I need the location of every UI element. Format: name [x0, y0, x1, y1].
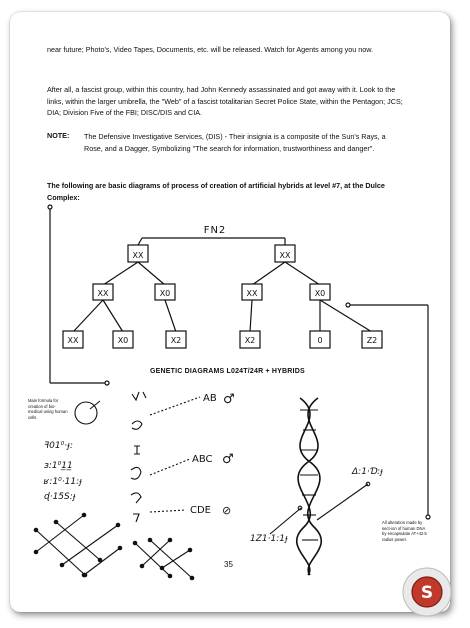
node-l2-d-label: X0 [314, 289, 326, 298]
diagram-nodes [63, 225, 382, 348]
glyph-line-4: ɖ·15S:ɟ [44, 492, 76, 502]
svg-text:S: S [420, 583, 434, 603]
paragraph-1: near future; Photo's, Video Tapes, Documents, etc. will be released. Watch for Agents among you now. [47, 45, 374, 54]
root-label: FN2 [203, 225, 227, 236]
page-number: 35 [224, 560, 233, 569]
label-ab: AB [203, 393, 217, 404]
glyph-line-2: ɜː1⁰1̲1̲ [44, 461, 73, 471]
silverlake-logo-icon [402, 567, 452, 617]
node-l3-a-label: XX [67, 336, 79, 345]
lattice-dots [34, 513, 195, 581]
glyph-line-1: ꟻ01⁰·ɟ: [44, 441, 74, 451]
left-note: Main formula for creation of bio-medical using human cells [28, 398, 68, 420]
node-l3-e-label: 0 [317, 336, 323, 345]
node-l3-b-label: X0 [117, 336, 129, 345]
label-abc: ABC [192, 454, 213, 465]
note-text: The Defensive Investigative Services, (DIS) - Their insignia is a composite of the Sun's Rays, a Rose, and a Dagger, Symbolizing "The search for information, trustworthiness and danger". [84, 132, 386, 153]
paragraph-2: After all, a fascist group, within this country, had John Kennedy assassinated and got away with it. Look to the links, within the larger umbrella, the "Web" of a fascist totalitarian Secret Police State, within the Pentagon; JCS; DIA; Division Five of the FBI; DISC/DIS and CIA. [47, 85, 403, 117]
note-label: NOTE: [47, 131, 70, 140]
glyph-line-5: Δ:1·Ɗ:ɟ [352, 467, 384, 477]
node-l2-b-label: X0 [159, 289, 171, 298]
male-symbol-icon: ♂ [223, 392, 235, 407]
right-note: All alteration made by sect-ion of human DNA by encapsulate AT+42.5 radius power. [382, 520, 427, 542]
section-heading: The following are basic diagrams of process of creation of artificial hybrids at level #7, at the Dulce Complex: [47, 181, 385, 202]
glyph-line-6: 1Z1·1:1ɟ [250, 534, 288, 544]
node-l3-c-label: X2 [170, 336, 182, 345]
glyph-line-3: ʁ:1⁰·11:ɟ [44, 477, 83, 487]
node-l3-d-label: X2 [244, 336, 256, 345]
node-l3-f-label: Z2 [366, 336, 378, 345]
node-l1-a-label: XX [132, 251, 144, 260]
node-l1-b-label: XX [279, 251, 291, 260]
node-l2-c-label: XX [246, 289, 258, 298]
hybrid-sketches [36, 392, 370, 578]
null-symbol-icon: ⊘ [222, 504, 232, 517]
male-symbol-icon-2: ♂ [222, 452, 234, 467]
diagram-caption: GENETIC DIAGRAMS L024T/24R + HYBRIDS [150, 368, 305, 375]
label-cde: CDE [190, 505, 212, 516]
node-l2-a-label: XX [97, 289, 109, 298]
